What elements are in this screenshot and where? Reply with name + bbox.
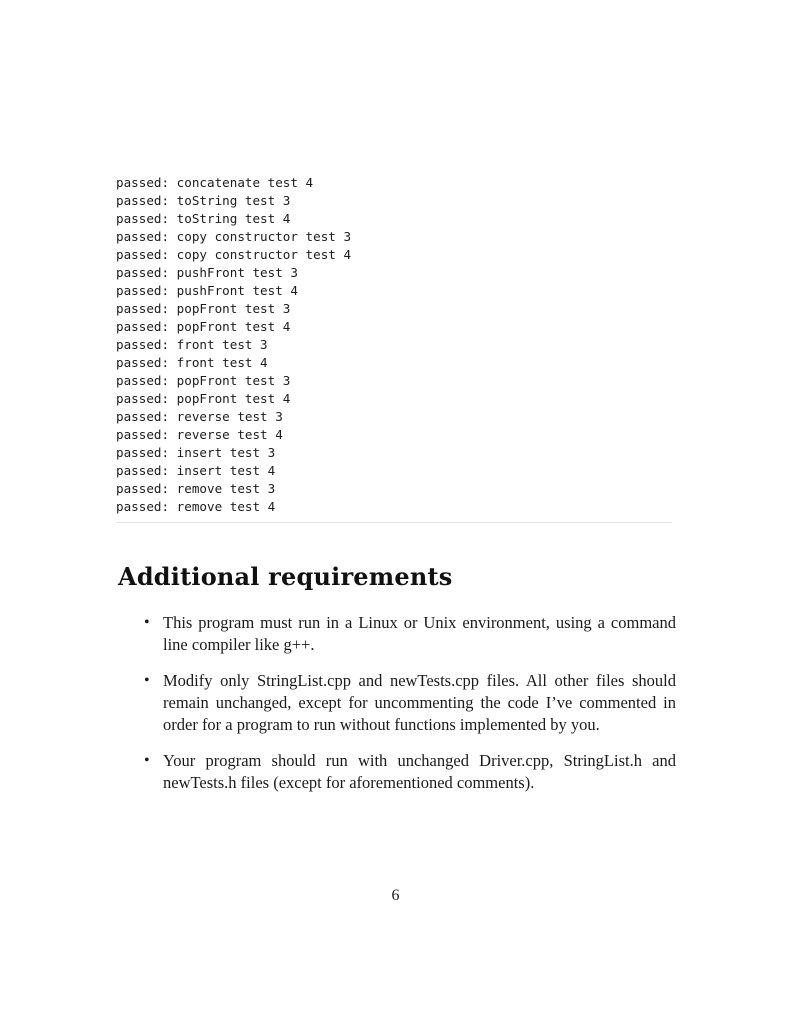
requirements-list: [140, 612, 676, 808]
list-item: [140, 612, 676, 656]
code-line: passed: front test 3: [116, 337, 268, 352]
code-line: passed: insert test 4: [116, 463, 276, 478]
code-line: passed: popFront test 4: [116, 319, 291, 334]
list-item: [140, 750, 676, 794]
code-line: passed: remove test 4: [116, 499, 276, 514]
code-line: passed: toString test 3: [116, 193, 291, 208]
code-line: passed: copy constructor test 3: [116, 229, 352, 244]
list-item-text: Modify only StringList.cpp and newTests.cpp files. All other files should remain unchanged, except for uncommenting the code I’ve commented in order for a program to run without functions implemented by you.: [163, 671, 676, 734]
code-line: passed: insert test 3: [116, 445, 276, 460]
code-line: passed: popFront test 3: [116, 301, 291, 316]
code-line: passed: remove test 3: [116, 481, 276, 496]
list-item-text: Your program should run with unchanged Driver.cpp, StringList.h and newTests.h files (except for aforementioned comments).: [163, 751, 676, 792]
code-line: passed: concatenate test 4: [116, 175, 314, 190]
code-line: passed: pushFront test 4: [116, 283, 298, 298]
test-output-block: [116, 174, 672, 523]
code-line: passed: popFront test 4: [116, 391, 291, 406]
list-item: [140, 670, 676, 736]
code-line: passed: pushFront test 3: [116, 265, 298, 280]
code-line: passed: copy constructor test 4: [116, 247, 352, 262]
code-line: passed: toString test 4: [116, 211, 291, 226]
code-line: passed: popFront test 3: [116, 373, 291, 388]
bullet-icon: •: [144, 614, 150, 631]
page-number: 6: [391, 887, 400, 904]
code-line: passed: reverse test 3: [116, 409, 283, 424]
list-item-text: This program must run in a Linux or Unix environment, using a command line compiler like g++.: [163, 613, 676, 654]
section-heading: Additional requirements: [118, 562, 453, 591]
bullet-icon: •: [144, 672, 150, 689]
code-line: passed: reverse test 4: [116, 427, 283, 442]
code-line: passed: front test 4: [116, 355, 268, 370]
bullet-icon: •: [144, 752, 150, 769]
